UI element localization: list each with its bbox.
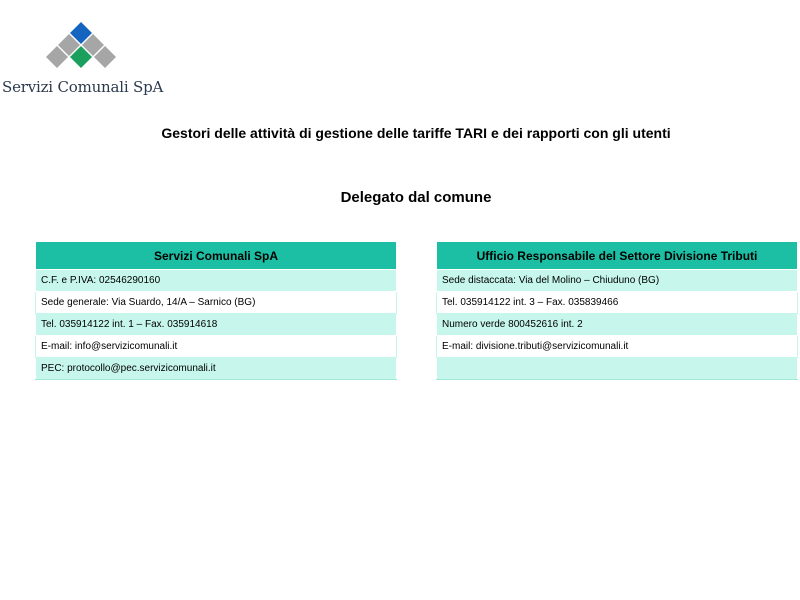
tax-office-row: Tel. 035914122 int. 3 – Fax. 035839466 [437, 292, 798, 314]
company-info-table [35, 241, 397, 380]
logo-text: Servizi Comunali SpA [2, 78, 164, 96]
tax-office-header: Ufficio Responsabile del Settore Divisione Tributi [437, 242, 798, 270]
company-logo [0, 22, 170, 102]
company-info-header: Servizi Comunali SpA [36, 242, 397, 270]
tax-office-table [436, 241, 798, 380]
company-info-row: Sede generale: Via Suardo, 14/A – Sarnico (BG) [36, 292, 397, 314]
company-info-row: Tel. 035914122 int. 1 – Fax. 035914618 [36, 314, 397, 336]
tax-office-row: Sede distaccata: Via del Molino – Chiuduno (BG) [437, 270, 798, 292]
company-info-row: E-mail: info@servizicomunali.it [36, 336, 397, 358]
tax-office-row: Numero verde 800452616 int. 2 [437, 314, 798, 336]
tax-office-row: E-mail: divisione.tributi@servizicomunali.it [437, 336, 798, 358]
diamond-logo-icon [43, 22, 119, 78]
company-info-row: PEC: protocollo@pec.servizicomunali.it [36, 358, 397, 380]
page-subtitle: Delegato dal comune [340, 189, 492, 206]
company-info-row: C.F. e P.IVA: 02546290160 [36, 270, 397, 292]
page-title: Gestori delle attività di gestione delle tariffe TARI e dei rapporti con gli utenti [161, 125, 671, 141]
tax-office-row [437, 358, 798, 380]
